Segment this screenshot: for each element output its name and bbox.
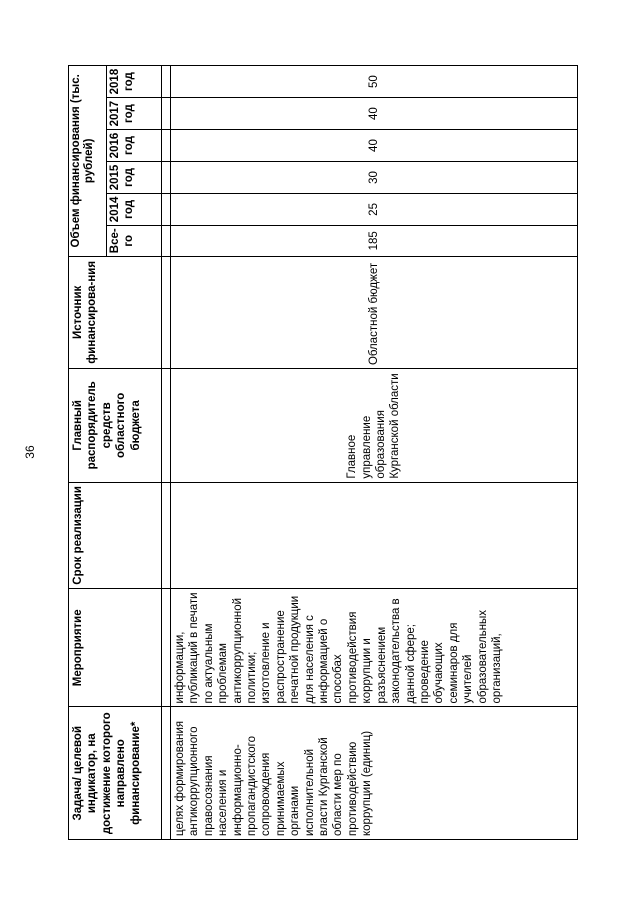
cell-2017: 40 xyxy=(171,98,578,130)
spacer-cell xyxy=(162,66,171,98)
cell-task: целях формирования антикоррупционного правосознания населения и информационно-пропагандистского сопровождения принимаемых органами исполнительной власти Курганской области мер по противодействию коррупции (единиц) xyxy=(171,707,578,840)
cell-term xyxy=(171,482,578,589)
spacer-cell xyxy=(162,589,171,707)
cell-event: информации, публикаций в печати по актуальным проблемам антикоррупционной политики; изготовление и распространение печатной продукции для населения с информацией о способах противодействия коррупции и разъяснением законодательства в данной сфере; проведение обучающих семинаров для учителей образовательных организаций, xyxy=(171,589,578,707)
header-term: Срок реализации xyxy=(69,482,162,589)
spacer-cell xyxy=(162,193,171,225)
cell-2016: 40 xyxy=(171,130,578,162)
spacer-cell xyxy=(162,162,171,194)
financing-table xyxy=(68,65,578,840)
header-total: Все-го xyxy=(107,225,162,256)
header-funding: Объем финансирования (тыс. рублей) xyxy=(69,66,107,257)
header-event: Мероприятие xyxy=(69,589,162,707)
header-year-2014: 2014 год xyxy=(107,193,162,225)
spacer-cell xyxy=(162,225,171,256)
cell-total: 185 xyxy=(171,225,578,256)
header-year-2017: 2017 год xyxy=(107,98,162,130)
header-task: Задача/ целевой индикатор, на достижение которого направлено финансирование* xyxy=(69,707,162,840)
header-year-2018: 2018 год xyxy=(107,66,162,98)
header-year-2016: 2016 год xyxy=(107,130,162,162)
cell-2015: 30 xyxy=(171,162,578,194)
spacer-cell xyxy=(162,482,171,589)
header-responsible: Главный распорядитель средств областного бюджета xyxy=(69,369,162,483)
page-number: 36 xyxy=(23,445,37,459)
spacer-cell xyxy=(162,256,171,368)
spacer-cell xyxy=(162,707,171,840)
header-year-2015: 2015 год xyxy=(107,162,162,194)
rotated-table-container xyxy=(68,65,578,840)
cell-2014: 25 xyxy=(171,193,578,225)
cell-2018: 50 xyxy=(171,66,578,98)
cell-responsible: Главное управление образования Курганской области xyxy=(171,369,578,483)
spacer-cell xyxy=(162,130,171,162)
header-source: Источник финансирова-ния xyxy=(69,256,162,368)
spacer-cell xyxy=(162,98,171,130)
spacer-cell xyxy=(162,369,171,483)
cell-source: Областной бюджет xyxy=(171,256,578,368)
